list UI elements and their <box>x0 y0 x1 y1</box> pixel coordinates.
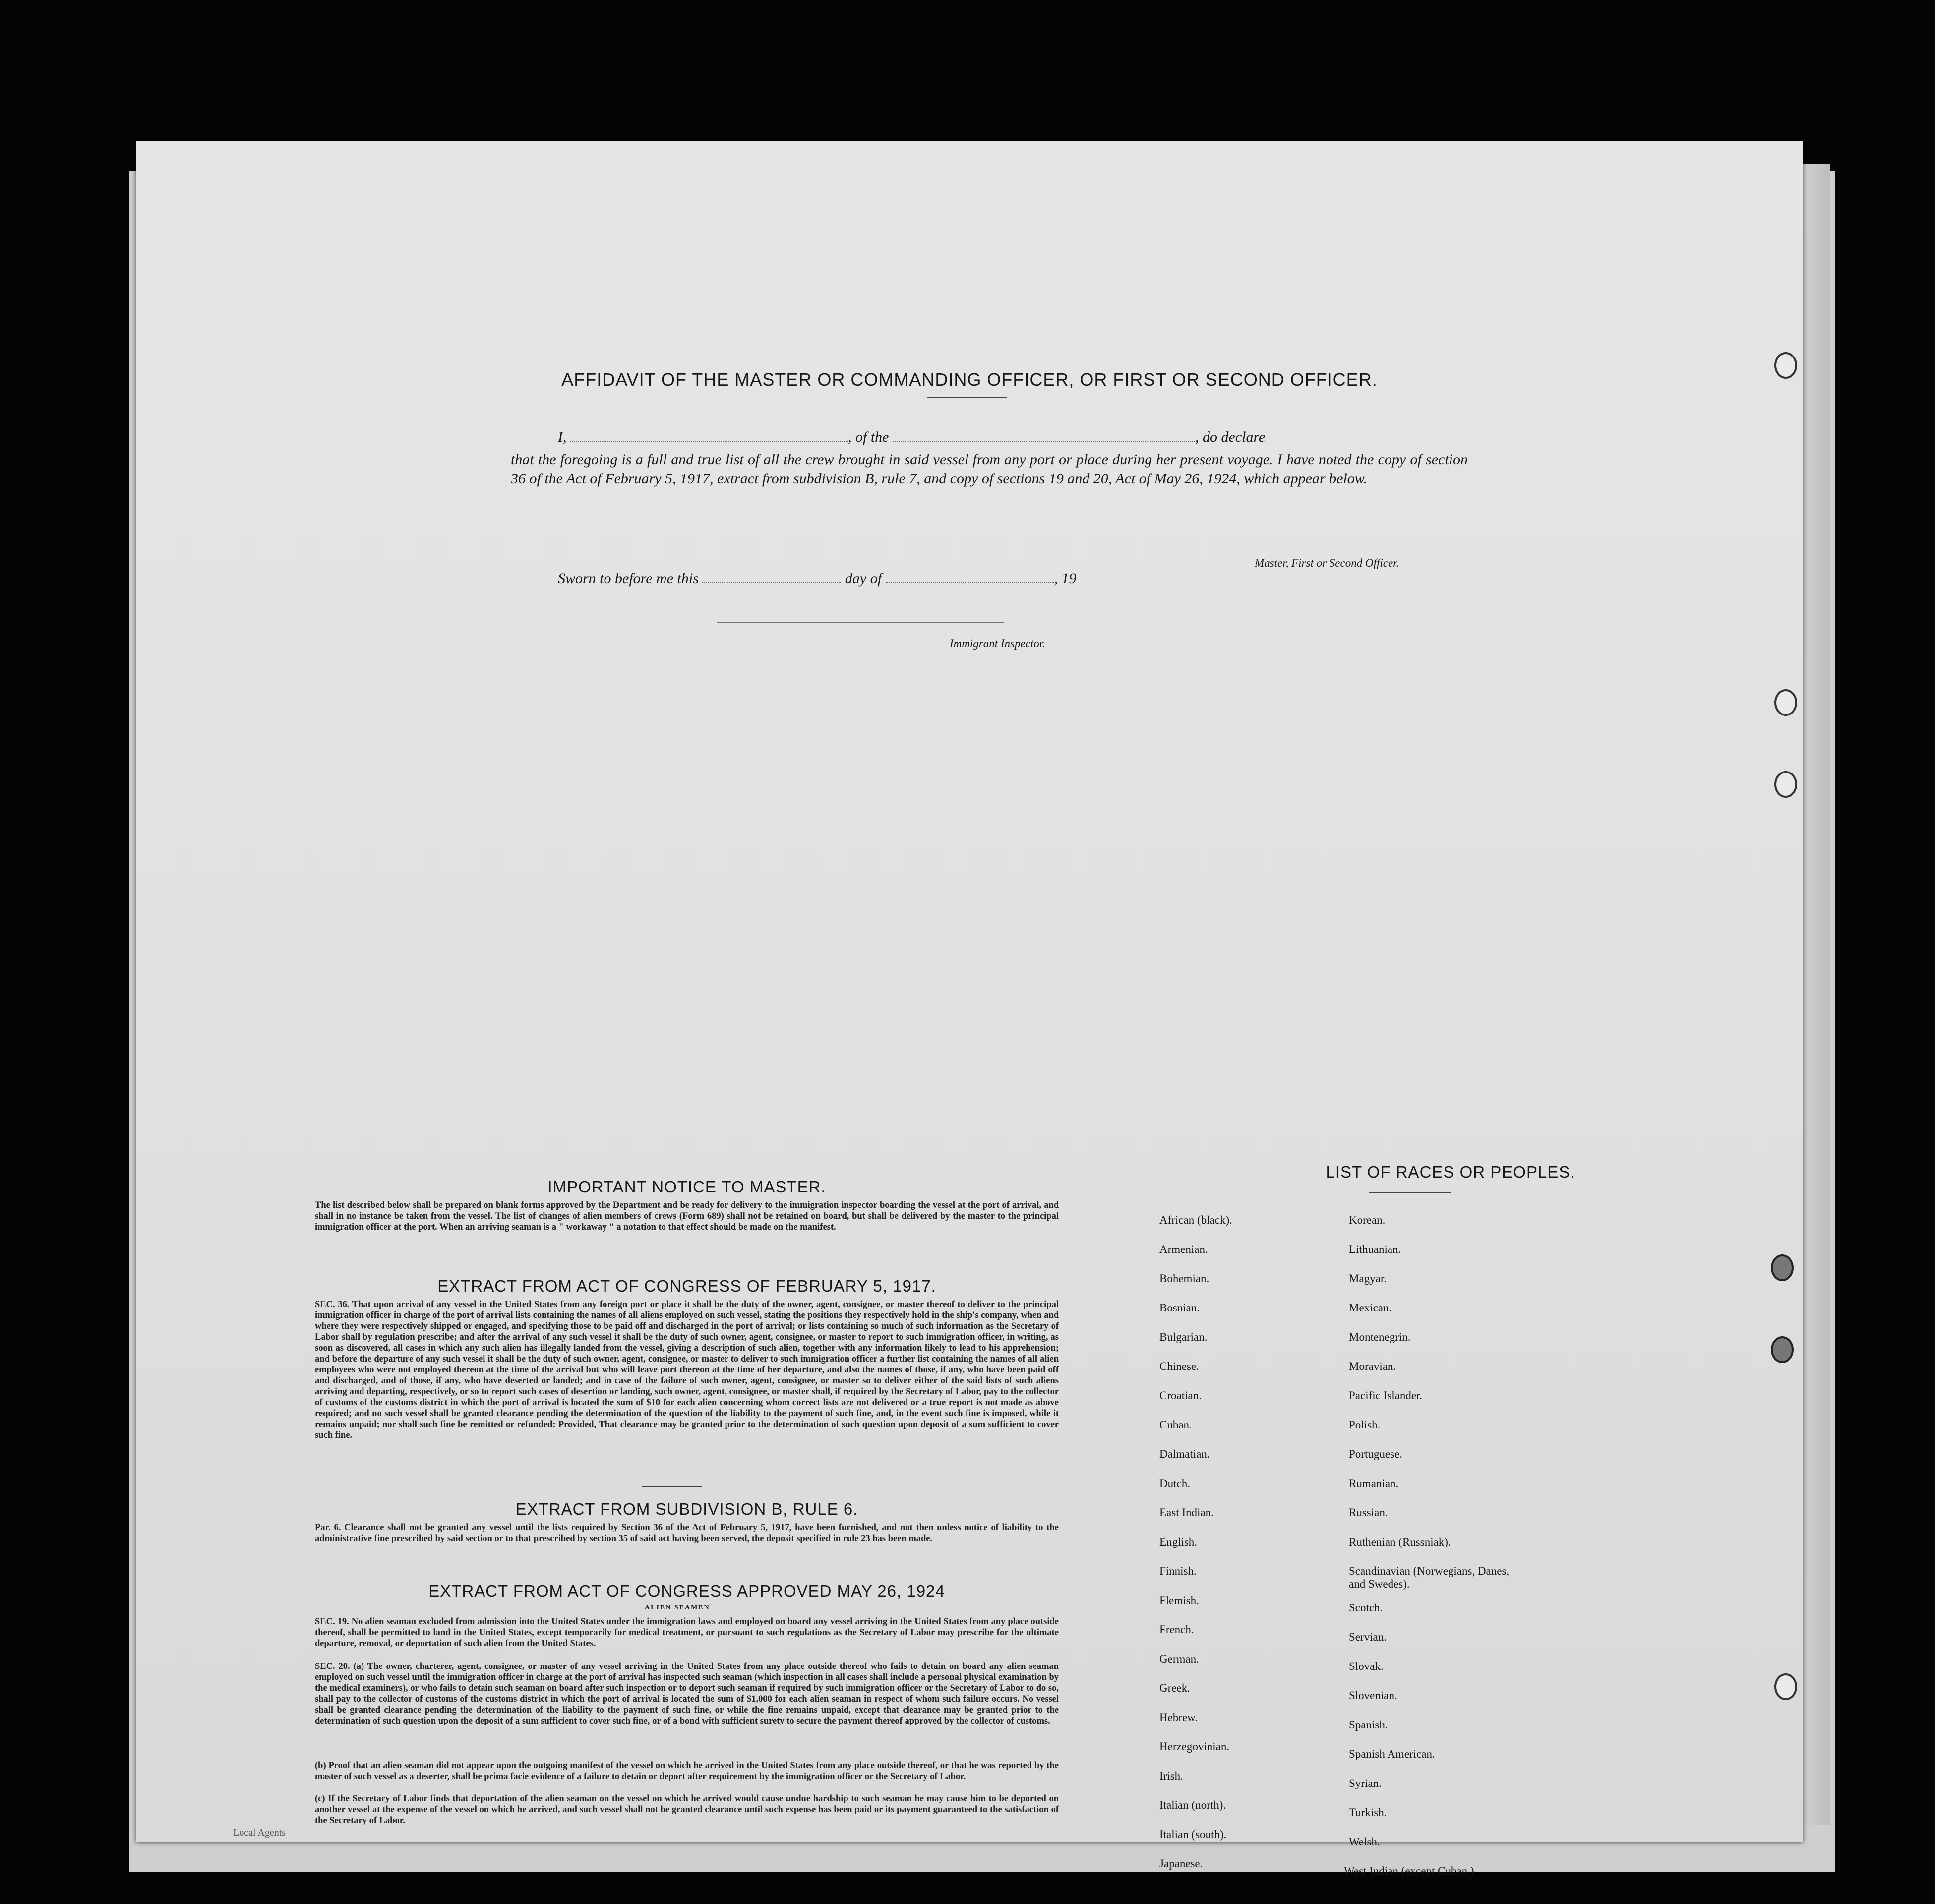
binder-hole <box>1774 1673 1797 1700</box>
race-french: French. <box>1159 1623 1194 1636</box>
race-magyar: Magyar. <box>1349 1272 1387 1285</box>
sworn-year-label: , 19 <box>1054 570 1077 587</box>
race-montenegrin: Montenegrin. <box>1349 1331 1411 1343</box>
race-spanish-american: Spanish American. <box>1349 1748 1435 1760</box>
alien-seamen-subtitle: ALIEN SEAMEN <box>645 1604 710 1611</box>
race-bosnian: Bosnian. <box>1159 1302 1200 1314</box>
inspector-signature-line[interactable] <box>717 622 1004 623</box>
race-african: African (black). <box>1159 1214 1232 1226</box>
race-italian-south: Italian (south). <box>1159 1828 1227 1841</box>
race-korean: Korean. <box>1349 1214 1386 1226</box>
affidavit-title: AFFIDAVIT OF THE MASTER OR COMMANDING OFFICER, OR FIRST OR SECOND OFFICER. <box>561 369 1378 390</box>
sworn-month-blank[interactable] <box>886 570 1054 583</box>
race-slovak: Slovak. <box>1349 1660 1384 1672</box>
race-flemish: Flemish. <box>1159 1594 1199 1606</box>
race-scandinavian: Scandinavian (Norwegians, Danes, and Swedes). <box>1349 1565 1510 1590</box>
race-servian: Servian. <box>1349 1631 1387 1643</box>
race-hebrew: Hebrew. <box>1159 1711 1198 1724</box>
extract-rule6-text: Par. 6. Clearance shall not be granted any vessel until the lists required by Section 36 of the Act of February 5, 1917, have been furnished, and not then unless notice of liability to the administrative fine prescribed by said section or to that prescribed by section 35 of said act having been served, the deposit specified in rule 23 has been made. <box>315 1523 1059 1544</box>
race-turkish: Turkish. <box>1349 1806 1387 1819</box>
declarant-name-blank[interactable] <box>570 429 848 442</box>
master-signature-label: Master, First or Second Officer. <box>1255 557 1399 569</box>
affidavit-i-label: I, <box>558 429 567 445</box>
race-japanese: Japanese. <box>1159 1857 1203 1870</box>
race-herzegovinian: Herzegovinian. <box>1159 1740 1230 1753</box>
extract-1924-sec20b: (b) Proof that an alien seaman did not appear upon the outgoing manifest of the vessel on which he arrived in the United States from any place outside thereof, or that he was reported by the master of such vessel as a deserter, shall be prima facie evidence of a failure to detain or deport after requirement by the immigration officer or the Secretary of Labor. <box>315 1761 1059 1782</box>
race-bohemian: Bohemian. <box>1159 1272 1209 1285</box>
race-portuguese: Portuguese. <box>1349 1448 1402 1460</box>
sworn-prefix-label: Sworn to before me this <box>558 570 699 587</box>
race-russian: Russian. <box>1349 1506 1388 1519</box>
race-syrian: Syrian. <box>1349 1777 1382 1789</box>
sworn-statement-line <box>558 570 1077 587</box>
race-dalmatian: Dalmatian. <box>1159 1448 1210 1460</box>
manifest-back-page <box>136 141 1803 1877</box>
extract-1917-title: EXTRACT FROM ACT OF CONGRESS OF FEBRUARY 5, 1917. <box>437 1277 936 1295</box>
extract-1924-title: EXTRACT FROM ACT OF CONGRESS APPROVED MAY 26, 1924 <box>428 1582 945 1600</box>
binder-hole <box>1774 689 1797 716</box>
race-lithuanian: Lithuanian. <box>1349 1243 1401 1255</box>
title-rule <box>927 397 1007 398</box>
sworn-day-blank[interactable] <box>702 570 841 583</box>
extract-1924-sec20c: (c) If the Secretary of Labor finds that deportation of the alien seaman on the vessel on which he arrived would cause undue hardship to such seaman he may cause him to be deported on another vessel at the expense of the vessel on which he arrived, and such vessel shall not be granted clearance until such expense has been paid or its payment guaranteed to the satisfaction of the Secretary of Labor. <box>315 1794 1059 1826</box>
race-bulgarian: Bulgarian. <box>1159 1331 1208 1343</box>
local-agents-label: Local Agents <box>233 1827 286 1838</box>
race-pacific-islander: Pacific Islander. <box>1349 1389 1423 1402</box>
race-slovenian: Slovenian. <box>1349 1689 1397 1702</box>
extract-1924-sec20a: SEC. 20. (a) The owner, charterer, agent, consignee, or master of any vessel arriving in the United States from any place outside thereof who fails to detain on board any alien seaman employed on such vessel until the immigration officer in charge at the port of arrival has inspected such seaman (which inspection in all cases shall include a personal physical examination by the medical examiners), or who fails to detain such seaman on board after such inspection or to deport such seaman if required by such immigration officer or the Secretary of Labor to do so, shall pay to the collector of customs of the customs district in which the port of arrival is located the sum of $1,000 for each alien seaman in respect of whom such failure occurs. No vessel shall be granted clearance pending the determination of the liability to the payment of such fine, or while the fine remains unpaid, except that clearance may be granted prior to the determination of such question upon the deposit of a sum sufficient to cover such fine, or of a bond with sufficient surety to secure the payment thereof approved by the collector of customs. <box>315 1662 1059 1726</box>
race-greek: Greek. <box>1159 1682 1190 1694</box>
race-italian-north: Italian (north). <box>1159 1799 1226 1811</box>
race-english: English. <box>1159 1536 1198 1548</box>
extract-rule6-title: EXTRACT FROM SUBDIVISION B, RULE 6. <box>515 1500 858 1518</box>
binder-hole <box>1771 1254 1794 1281</box>
race-mexican: Mexican. <box>1349 1302 1392 1314</box>
race-west-indian: West Indian (except Cuban.) <box>1344 1865 1474 1877</box>
extract-1917-divider <box>642 1486 702 1487</box>
race-spanish: Spanish. <box>1349 1719 1388 1731</box>
race-croatian: Croatian. <box>1159 1389 1202 1402</box>
vessel-name-blank[interactable] <box>893 429 1195 442</box>
race-finnish: Finnish. <box>1159 1565 1197 1577</box>
race-ruthenian: Ruthenian (Russniak). <box>1349 1536 1451 1548</box>
affidavit-of-the-label: , of the <box>848 429 889 445</box>
race-east-indian: East Indian. <box>1159 1506 1214 1519</box>
race-german: German. <box>1159 1653 1199 1665</box>
important-notice-text: The list described below shall be prepared on blank forms approved by the Department and be ready for delivery to the immigration inspector boarding the vessel at the port of arrival, and shall in no instance be taken from the vessel. The list of changes of alien members of crews (Form 689) shall not be retained on board, but shall be delivered by the master to the principal immigration officer at the port. When an arriving seaman is a " workaway " a notation to that effect should be made on the manifest. <box>315 1200 1059 1232</box>
race-cuban: Cuban. <box>1159 1419 1192 1431</box>
inspector-signature-label: Immigrant Inspector. <box>950 637 1045 650</box>
race-dutch: Dutch. <box>1159 1477 1190 1489</box>
affidavit-line-declarant <box>558 429 1265 446</box>
binder-hole <box>1774 771 1797 798</box>
binder-hole <box>1771 1336 1794 1363</box>
race-rumanian: Rumanian. <box>1349 1477 1399 1489</box>
races-list-title: LIST OF RACES OR PEOPLES. <box>1326 1163 1575 1181</box>
sworn-day-of-label: day of <box>845 570 882 587</box>
affidavit-declare-label: , do declare <box>1195 429 1266 445</box>
race-irish: Irish. <box>1159 1770 1183 1782</box>
race-welsh: Welsh. <box>1349 1836 1380 1848</box>
race-scotch: Scotch. <box>1349 1602 1383 1614</box>
races-title-rule <box>1369 1192 1451 1193</box>
affidavit-paragraph: that the foregoing is a full and true list of all the crew brought in said vessel from any port or place during her present voyage. I have noted the copy of section 36 of the Act of February 5, 1917, extract from subdivision B, rule 7, and copy of sections 19 and 20, Act of May 26, 1924, which appear below. <box>511 451 1468 487</box>
race-moravian: Moravian. <box>1349 1360 1396 1372</box>
extract-1917-text: SEC. 36. That upon arrival of any vessel in the United States from any foreign port or place it shall be the duty of the owner, agent, consignee, or master thereof to deliver to the principal immigration officer in charge of the port of arrival lists containing the names of all aliens employed on such vessel, stating the positions they respectively hold in the ship's company, when and where they were respectively shipped or engaged, and specifying those to be paid off and discharged in the port of arrival; or lists containing so much of such information as the Secretary of Labor shall by regulation prescribe; and after the arrival of any such vessel it shall be the duty of such owner, agent, consignee, or master to report to such immigration officer, in writing, as soon as discovered, all cases in which any such alien has illegally landed from the vessel, giving a description of such alien, together with any information likely to lead to his apprehension; and before the departure of any such vessel it shall be the duty of such owner, agent, consignee, or master to deliver to such immigration officer a further list containing the names of all alien employees who were not employed thereon at the time of the arrival but who will leave port thereon at the time of her departure, and also the names of those, if any, who have been paid off and discharged, and of those, if any, who have deserted or landed; and in case of the failure of such owner, agent, consignee, or master so to deliver either of the said lists of such aliens arriving and departing, respectively, or so to report such cases of desertion or landing, such owner, agent, consignee, or master shall, if required by the Secretary of Labor, pay to the collector of customs of the customs district in which the port of arrival is located the sum of $10 for each alien concerning whom correct lists are not delivered or a true report is not made as above required; and no such vessel shall be granted clearance pending the determination of the question of the liability to the payment of such fine, and, in the event such fine is imposed, while it remains unpaid; nor shall such fine be remitted or refunded: Provided, That clearance may be granted prior to the determination of such question upon deposit of a sum sufficient to cover such fine. <box>315 1300 1059 1440</box>
important-notice-title: IMPORTANT NOTICE TO MASTER. <box>547 1178 826 1196</box>
race-polish: Polish. <box>1349 1419 1381 1431</box>
binder-hole <box>1774 352 1797 379</box>
extract-1924-sec19: SEC. 19. No alien seaman excluded from admission into the United States under the immigration laws and employed on board any vessel arriving in the United States from any place outside thereof, shall be permitted to land in the United States, except temporarily for medical treatment, or pursuant to such regulations as the Secretary of Labor may prescribe for the ultimate departure, removal, or deportation of such alien from the United States. <box>315 1617 1059 1649</box>
race-armenian: Armenian. <box>1159 1243 1208 1255</box>
race-chinese: Chinese. <box>1159 1360 1199 1372</box>
